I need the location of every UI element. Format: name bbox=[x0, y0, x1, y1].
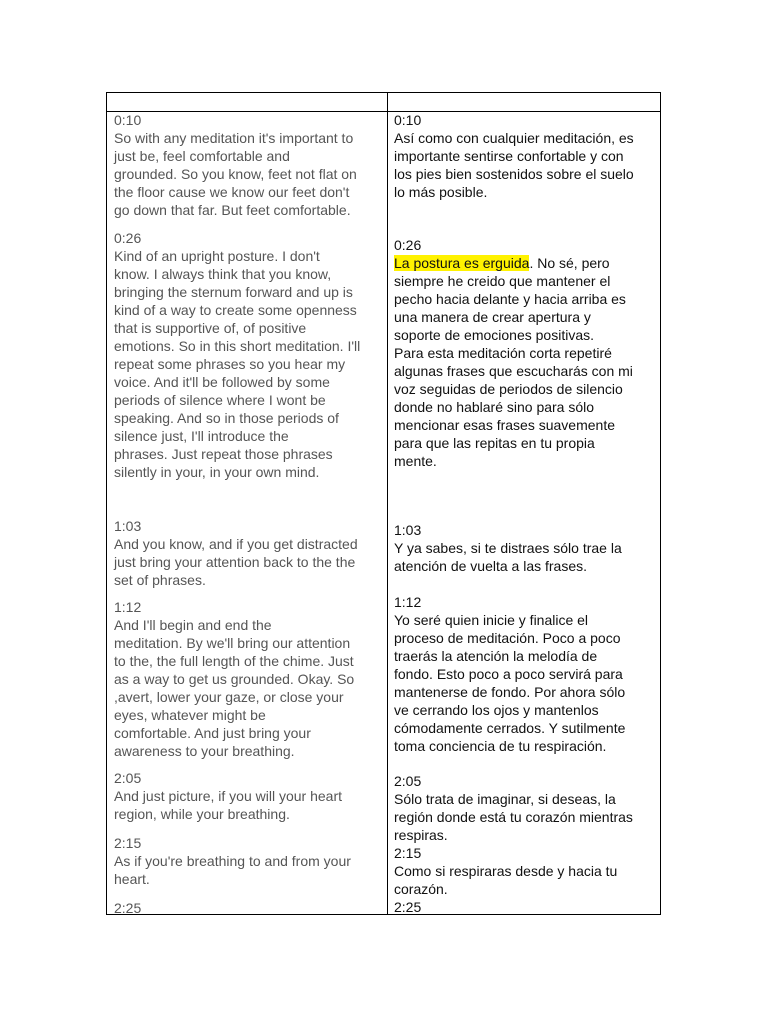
timestamp: 2:05 bbox=[114, 770, 142, 786]
spanish-entry-0225 bbox=[394, 898, 656, 916]
spanish-text: . No sé, pero siempre he creido que mantener el pecho hacia delante y hacia arriba es una manera de crear apertura y soporte de emociones positivas. Para esta meditación corta repetiré algunas frases que escucharás con mi voz seguidas de periodos de silencio donde no hablaré sino para sólo mencionar esas frases suavemente para que las repitas en tu propia mente. bbox=[394, 255, 633, 469]
timestamp: 2:25 bbox=[394, 899, 422, 915]
spanish-entry-0010 bbox=[394, 111, 656, 201]
english-entry-0010 bbox=[114, 111, 386, 219]
english-text: As if you're breathing to and from your heart. bbox=[114, 853, 351, 887]
highlighted-text: La postura es erguida bbox=[394, 255, 530, 271]
english-entry-0103 bbox=[114, 517, 386, 589]
english-entry-0225 bbox=[114, 899, 386, 917]
english-entry-0112 bbox=[114, 598, 386, 760]
english-text: Kind of an upright posture. I don't know. I always think that you know, bringing the sternum forward and up is kind of a way to create some openness that is supportive of, of positive emotions. So in this short meditation. I'll repeat some phrases so you hear my voice. And it'll be followed by some periods of silence where I wont be speaking. And so in those periods of silence just, I'll introduce the phrases. Just repeat those phrases silently in your, in your own mind. bbox=[114, 248, 361, 480]
spanish-text: Yo seré quien inicie y finalice el proceso de meditación. Poco a poco traerás la atención la melodía de fondo. Esto poco a poco servirá para mantenerse de fondo. Por ahora sólo ve cerrando los ojos y mantenlos cómodamente cerrados. Y sutilmente toma conciencia de tu respiración. bbox=[394, 612, 626, 754]
column-divider bbox=[387, 93, 388, 914]
english-entry-0026 bbox=[114, 229, 386, 481]
spanish-text: Sólo trata de imaginar, si deseas, la región donde está tu corazón mientras respiras. bbox=[394, 791, 633, 843]
timestamp: 1:12 bbox=[394, 594, 422, 610]
english-text: And I'll begin and end the meditation. By we'll bring our attention to the, the full length of the chime. Just as a way to get us grounded. Okay. So ,avert, lower your gaze, or close your eyes, whatever might be comfortable. And just bring your awareness to your breathing. bbox=[114, 617, 355, 759]
timestamp: 2:25 bbox=[114, 900, 142, 916]
timestamp: 2:15 bbox=[394, 845, 422, 861]
timestamp: 0:26 bbox=[394, 237, 422, 253]
timestamp: 2:15 bbox=[114, 835, 142, 851]
english-entry-0205 bbox=[114, 769, 386, 823]
spanish-entry-0112 bbox=[394, 593, 656, 755]
timestamp: 1:03 bbox=[114, 518, 142, 534]
english-text: And you know, and if you get distracted just bring your attention back to the the set of phrases. bbox=[114, 536, 358, 588]
english-text: So with any meditation it's important to just be, feel comfortable and grounded. So you know, feet not flat on the floor cause we know our feet don't go down that far. But feet comfortable. bbox=[114, 130, 357, 218]
english-text: And just picture, if you will your heart region, while your breathing. bbox=[114, 788, 342, 822]
timestamp: 0:10 bbox=[114, 112, 142, 128]
timestamp: 1:03 bbox=[394, 522, 422, 538]
spanish-entry-0026 bbox=[394, 236, 656, 470]
spanish-entry-0215 bbox=[394, 844, 656, 898]
spanish-text: Y ya sabes, si te distraes sólo trae la atención de vuelta a las frases. bbox=[394, 540, 622, 574]
spanish-entry-0103 bbox=[394, 521, 656, 575]
timestamp: 0:10 bbox=[394, 112, 422, 128]
timestamp: 1:12 bbox=[114, 599, 142, 615]
spanish-text: Como si respiraras desde y hacia tu corazón. bbox=[394, 863, 618, 897]
english-entry-0215 bbox=[114, 834, 386, 888]
timestamp: 0:26 bbox=[114, 230, 142, 246]
spanish-entry-0205 bbox=[394, 772, 656, 844]
transcript-table bbox=[106, 92, 661, 915]
table-header-row bbox=[107, 93, 660, 112]
spanish-text: Así como con cualquier meditación, es importante sentirse confortable y con los pies bien sostenidos sobre el suelo lo más posible. bbox=[394, 130, 634, 200]
timestamp: 2:05 bbox=[394, 773, 422, 789]
